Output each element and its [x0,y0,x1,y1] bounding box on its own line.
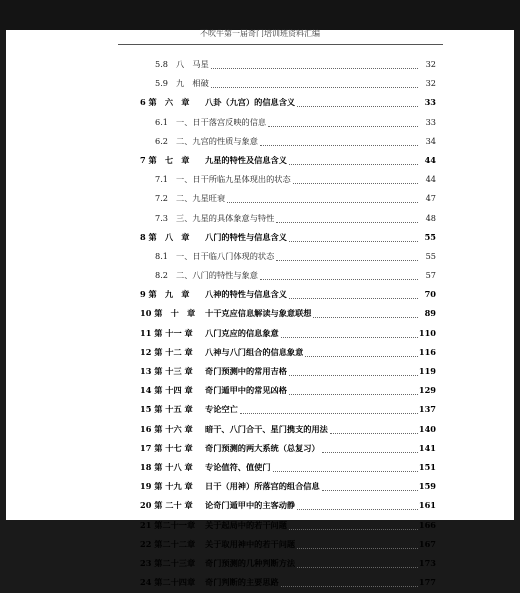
top-dark-band [0,0,520,30]
toc-entry-title: 专论空亡 [205,404,238,415]
toc-entry-title: 八 马星 [176,59,209,69]
toc-dot-leader [227,202,418,203]
toc-page-number: 32 [425,78,436,89]
toc-dot-leader [297,567,418,568]
toc-entry-number: 15 第 十五 章 [140,404,193,415]
toc-entry-title: 九 相破 [176,78,209,89]
toc-entry-number: 19 第 十九 章 [140,481,193,492]
toc-page-number: 33 [424,97,436,108]
toc-page-number: 44 [424,154,436,165]
toc-entry-number: 6.1 [155,116,169,127]
toc-page-number: 32 [425,59,436,69]
toc-entry-number: 16 第 十六 章 [140,423,193,434]
toc-page-number: 151 [418,461,436,472]
toc-chapter-row[interactable] [0,305,520,324]
toc-dot-leader [322,452,418,453]
toc-dot-leader [297,548,418,549]
toc-entry-title: 三、九星的具体象意与特性 [176,212,275,223]
toc-entry-number: 7.2 [155,193,169,204]
toc-entry-number: 24 第二十四章 [140,577,196,588]
toc-dot-leader [305,356,418,357]
toc-entry-title: 二、九星旺衰 [176,193,226,204]
toc-page-number: 48 [425,212,436,223]
toc-chapter-row[interactable] [0,459,520,478]
toc-page-number: 55 [425,250,436,261]
toc-subsection-row[interactable] [0,190,520,209]
toc-subsection-row[interactable] [0,56,520,75]
toc-entry-title: 一、日干落宫反映的信息 [176,116,267,127]
toc-entry-number: 12 第 十二 章 [140,346,193,357]
toc-entry-title: 关于取用神中的若干问题 [205,538,296,549]
toc-chapter-row[interactable] [0,325,520,344]
toc-page-number: 173 [418,557,436,568]
toc-dot-leader [289,529,418,530]
toc-dot-leader [281,337,418,338]
toc-chapter-row[interactable] [0,344,520,363]
toc-dot-leader [260,145,418,146]
toc-entry-number: 7.3 [155,212,169,223]
toc-page-number: 159 [418,481,436,492]
toc-chapter-row[interactable] [0,478,520,497]
toc-dot-leader [276,260,418,261]
toc-entry-title: 专论值符、值使门 [205,461,271,472]
toc-entry-number: 21 第二十一章 [140,519,196,530]
toc-page-number: 119 [418,366,436,376]
toc-entry-title: 奇门判断的主要思路 [205,577,279,588]
toc-chapter-row[interactable] [0,286,520,305]
toc-page-number: 110 [418,327,436,338]
toc-page-number: 177 [418,577,436,588]
toc-subsection-row[interactable] [0,133,520,152]
toc-entry-number: 18 第 十八 章 [140,461,193,472]
toc-entry-title: 八神的特性与信息含义 [205,289,287,300]
toc-chapter-row[interactable] [0,497,520,516]
page-header: 不吹牛第一届奇门培训班资料汇编 [200,29,320,38]
toc-subsection-row[interactable] [0,171,520,190]
toc-entry-number: 11 第 十一 章 [140,327,193,338]
toc-subsection-row[interactable] [0,248,520,267]
toc-entry-number: 8.1 [155,250,169,261]
toc-entry-title: 十干克应信息解读与象意联想 [205,308,312,319]
toc-subsection-row[interactable] [0,210,520,229]
toc-chapter-row[interactable] [0,555,520,574]
toc-dot-leader [297,509,418,510]
toc-chapter-row[interactable] [0,517,520,536]
toc-entry-title: 日干（用神）所落宫的组合信息 [205,481,320,492]
toc-page-number: 34 [425,135,436,146]
toc-dot-leader [293,183,418,184]
toc-page-number: 55 [424,231,436,242]
toc-entry-number: 7.1 [155,174,169,185]
toc-dot-leader [240,413,418,414]
toc-entry-title: 暗干、八门合干、星门携支的用法 [205,423,328,434]
toc-page-number: 70 [424,289,436,300]
toc-entry-title: 二、九宫的性质与象意 [176,135,258,146]
toc-page-number: 140 [418,423,436,434]
toc-chapter-row[interactable] [0,94,520,113]
toc-entry-number: 8 第 八 章 [140,231,190,242]
toc-subsection-row[interactable] [0,114,520,133]
toc-entry-number: 9 第 九 章 [140,289,190,300]
toc-entry-number: 7 第 七 章 [140,154,190,165]
toc-page-number: 129 [418,385,436,396]
toc-dot-leader [330,433,418,434]
toc-chapter-row[interactable] [0,152,520,171]
toc-dot-leader [268,126,418,127]
toc-page-number: 89 [424,308,436,319]
toc-entry-title: 奇门遁甲中的常见凶格 [205,385,287,396]
toc-entry-title: 论奇门遁甲中的主客动静 [205,500,296,511]
toc-entry-number: 8.2 [155,270,169,281]
toc-entry-title: 奇门预测的几种判断方法 [205,557,296,568]
toc-chapter-row[interactable] [0,421,520,440]
toc-chapter-row[interactable] [0,229,520,248]
toc-dot-leader [289,241,418,242]
toc-entry-number: 5.8 [155,59,169,69]
toc-entry-number: 22 第二十二章 [140,538,196,549]
toc-page-number: 47 [425,193,436,204]
toc-chapter-row[interactable] [0,536,520,555]
toc-entry-number: 20 第 二十 章 [140,500,193,511]
toc-entry-number: 13 第 十三 章 [140,366,193,376]
toc-entry-title: 八门的特性与信息含义 [205,231,287,242]
toc-subsection-row[interactable] [0,267,520,286]
toc-dot-leader [289,298,418,299]
toc-entry-title: 奇门预测中的常用吉格 [205,366,287,376]
toc-dot-leader [260,279,418,280]
toc-page-number: 116 [418,346,436,357]
toc-dot-leader [313,317,418,318]
toc-chapter-row[interactable] [0,363,520,382]
toc-page-number: 137 [418,404,436,415]
table-of-contents [0,56,520,593]
toc-dot-leader [276,222,418,223]
toc-page-number: 57 [425,270,436,281]
toc-entry-title: 九星的特性及信息含义 [205,154,287,165]
toc-chapter-row[interactable] [0,401,520,420]
toc-dot-leader [289,375,418,376]
toc-dot-leader [289,164,418,165]
toc-entry-number: 6 第 六 章 [140,97,190,108]
toc-entry-number: 6.2 [155,135,169,146]
toc-chapter-row[interactable] [0,574,520,593]
toc-dot-leader [297,106,418,107]
toc-dot-leader [211,87,418,88]
toc-page-number: 166 [418,519,436,530]
toc-entry-title: 二、八门的特性与象意 [176,270,258,281]
toc-entry-title: 八门克应的信息象意 [205,327,279,338]
toc-entry-number: 14 第 十四 章 [140,385,193,396]
toc-entry-number: 23 第二十三章 [140,557,196,568]
toc-page-number: 167 [418,538,436,549]
toc-dot-leader [289,394,418,395]
toc-entry-number: 10 第 十 章 [140,308,196,319]
toc-entry-title: 奇门预测的两大系统（总复习） [205,442,320,453]
toc-entry-title: 一、日干所临九星体现出的状态 [176,174,291,185]
header-rule [118,44,443,45]
toc-entry-title: 八神与八门组合的信息象意 [205,346,304,357]
toc-dot-leader [211,68,418,69]
toc-dot-leader [273,471,418,472]
toc-page-number: 141 [418,442,436,453]
toc-entry-title: 八卦（九宫）的信息含义 [205,97,296,108]
toc-chapter-row[interactable] [0,382,520,401]
toc-page-number: 44 [425,174,436,185]
toc-page-number: 161 [418,500,436,511]
toc-entry-number: 5.9 [155,78,169,89]
toc-entry-title: 关于起局中的若干问题 [205,519,287,530]
toc-dot-leader [322,490,418,491]
toc-dot-leader [281,586,418,587]
toc-entry-number: 17 第 十七 章 [140,442,193,453]
toc-entry-title: 一、日干临八门体现的状态 [176,250,275,261]
toc-chapter-row[interactable] [0,440,520,459]
toc-page-number: 33 [425,116,436,127]
toc-subsection-row[interactable] [0,75,520,94]
